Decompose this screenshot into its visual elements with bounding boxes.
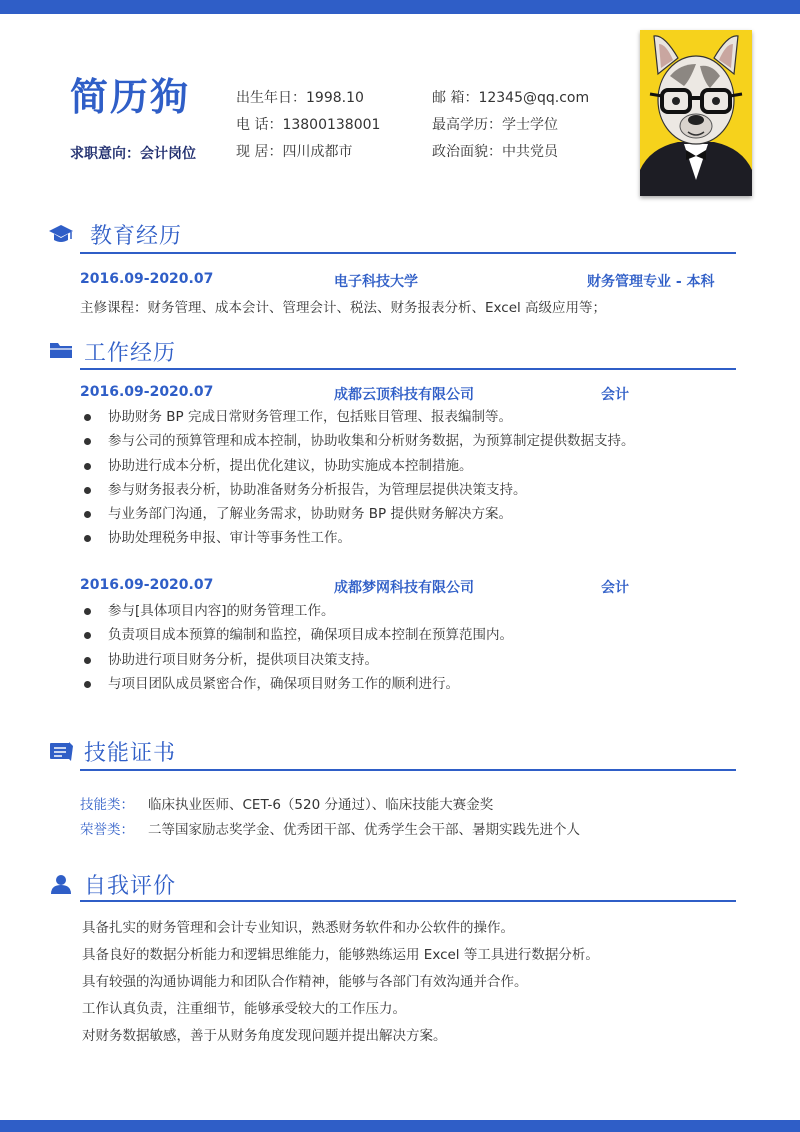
list-item: 参与[具体项目内容]的财务管理工作。 — [84, 599, 513, 623]
bottom-accent-bar — [0, 1120, 800, 1132]
evaluation-list — [82, 915, 599, 1050]
section-title-education: 教育经历 — [90, 224, 183, 249]
section-divider — [80, 769, 736, 771]
list-item: 参与财务报表分析，协助准备财务分析报告，为管理层提供决策支持。 — [84, 478, 635, 502]
job-duties-list — [84, 599, 513, 696]
info-politics: 政治面貌：中共党员 — [432, 144, 558, 160]
folder-icon — [48, 339, 74, 361]
list-item: 具有较强的沟通协调能力和团队合作精神，能够与各部门有效沟通并合作。 — [82, 974, 528, 990]
list-item: 与项目团队成员紧密合作，确保项目财务工作的顺利进行。 — [84, 672, 513, 696]
top-accent-bar — [0, 0, 800, 14]
list-item: 协助处理税务申报、审计等事务性工作。 — [84, 526, 635, 550]
job-company: 成都云顶科技有限公司 — [334, 387, 474, 403]
list-item: 协助财务 BP 完成日常财务管理工作，包括账目管理、报表编制等。 — [84, 405, 635, 429]
section-title-work: 工作经历 — [84, 341, 177, 366]
list-item: 负责项目成本预算的编制和监控，确保项目成本控制在预算范围内。 — [84, 623, 513, 647]
list-item: 具备扎实的财务管理和会计专业知识，熟悉财务软件和办公软件的操作。 — [82, 920, 514, 936]
honor-value: 二等国家励志奖学金、优秀团干部、优秀学生会干部、暑期实践先进个人 — [148, 822, 580, 838]
section-title-evaluation: 自我评价 — [84, 874, 177, 899]
certificate-icon — [48, 740, 74, 762]
education-date: 2016.09-2020.07 — [80, 271, 214, 287]
info-phone: 电 话：13800138001 — [236, 117, 381, 133]
job-company: 成都梦网科技有限公司 — [334, 580, 474, 596]
section-divider — [80, 900, 736, 902]
job-date: 2016.09-2020.07 — [80, 384, 214, 400]
job-duties-list — [84, 405, 635, 551]
skill-label: 技能类： — [80, 797, 134, 813]
job-date: 2016.09-2020.07 — [80, 577, 214, 593]
job-role: 会计 — [601, 580, 629, 596]
list-item: 协助进行成本分析，提出优化建议，协助实施成本控制措施。 — [84, 454, 635, 478]
list-item: 对财务数据敏感，善于从财务角度发现问题并提出解决方案。 — [82, 1028, 447, 1044]
profile-photo — [640, 30, 752, 196]
job-role: 会计 — [601, 387, 629, 403]
info-residence: 现 居：四川成都市 — [236, 144, 353, 160]
graduation-cap-icon — [48, 223, 74, 245]
list-item: 与业务部门沟通，了解业务需求，协助财务 BP 提供财务解决方案。 — [84, 502, 635, 526]
list-item: 工作认真负责，注重细节，能够承受较大的工作压力。 — [82, 1001, 406, 1017]
section-divider — [80, 252, 736, 254]
list-item: 具备良好的数据分析能力和逻辑思维能力，能够熟练运用 Excel 等工具进行数据分析。 — [82, 947, 599, 963]
list-item: 参与公司的预算管理和成本控制，协助收集和分析财务数据，为预算制定提供数据支持。 — [84, 429, 635, 453]
user-icon — [48, 873, 74, 895]
section-title-skills: 技能证书 — [84, 741, 177, 766]
education-major: 财务管理专业 - 本科 — [587, 274, 715, 290]
list-item: 协助进行项目财务分析，提供项目决策支持。 — [84, 648, 513, 672]
section-divider — [80, 368, 736, 370]
honor-row — [80, 818, 580, 838]
honor-label: 荣誉类： — [80, 822, 134, 838]
skill-value: 临床执业医师、CET-6（520 分通过）、临床技能大赛金奖 — [148, 797, 494, 813]
info-degree: 最高学历：学士学位 — [432, 117, 558, 133]
dog-portrait-icon — [640, 30, 752, 196]
candidate-name: 简历狗 — [70, 75, 191, 119]
info-birth: 出生年日：1998.10 — [236, 90, 364, 106]
job-intent: 求职意向：会计岗位 — [70, 146, 196, 162]
education-courses: 主修课程：财务管理、成本会计、管理会计、税法、财务报表分析、Excel 高级应用等； — [80, 300, 607, 316]
skill-row — [80, 793, 493, 813]
info-email: 邮 箱：12345@qq.com — [432, 90, 590, 106]
education-school: 电子科技大学 — [334, 274, 418, 290]
